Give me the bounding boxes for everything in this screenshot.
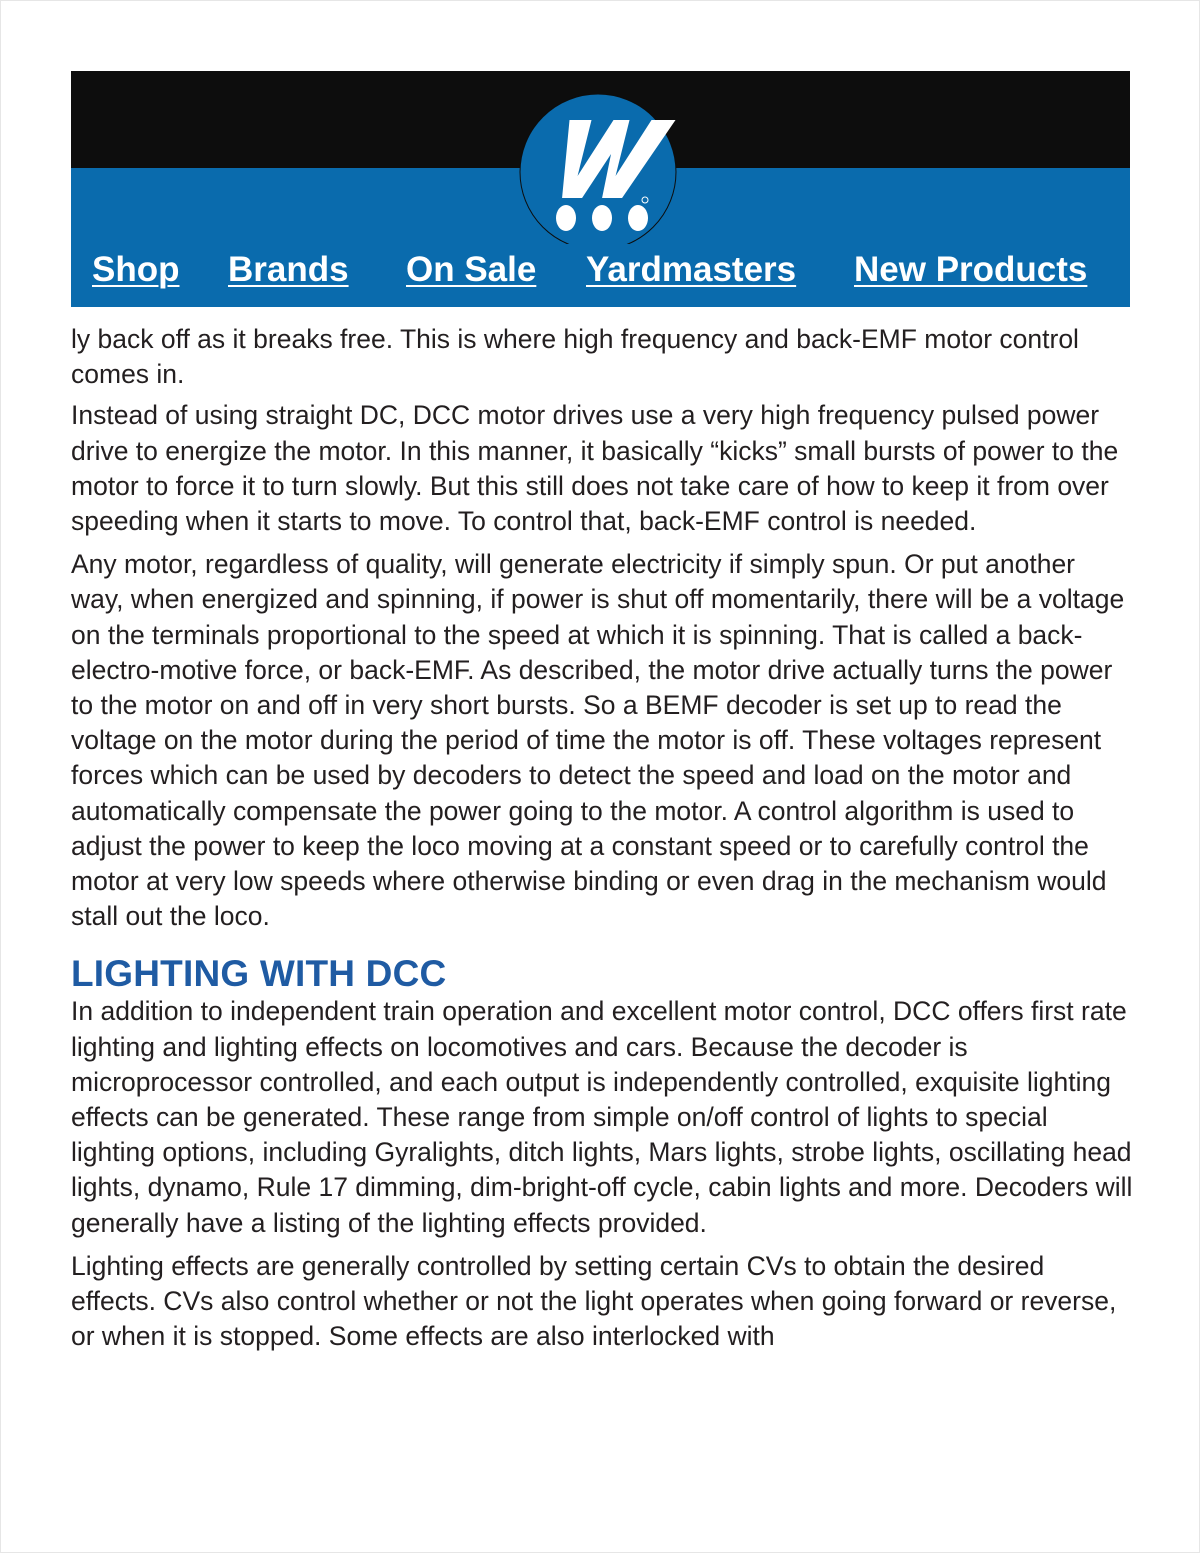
logo-dot-1 xyxy=(556,205,576,231)
logo-icon xyxy=(518,94,678,244)
main-nav xyxy=(71,247,1130,297)
paragraph: Lighting effects are generally controlled by setting certain CVs to obtain the desired effects. CVs also control whether or not the light operates when going forward or reverse, or when it is stopped. Some effects are also interlocked with xyxy=(71,1250,1117,1352)
nav-on-sale-link[interactable]: On Sale xyxy=(406,250,537,289)
paragraph: Instead of using straight DC, DCC motor drives use a very high frequency pulsed power drive to energize the motor. In this manner, it basically “kicks” small bursts of power to the motor to force it to turn slowly. But this still does not take care of how to keep it from over speeding when it starts to move. To control that, back-EMF control is needed. xyxy=(71,400,1119,537)
paragraph: In addition to independent train operation and excellent motor control, DCC offers first rate lighting and lighting effects on locomotives and cars. Because the decoder is microprocessor controlled, and each output is independently controlled, exquisite lighting effects can be generated. These range from simple on/off control of lights to special lighting options, including Gyralights, ditch lights, Mars lights, strobe lights, oscillating head lights, dynamo, Rule 17 dimming, dim-bright-off cycle, cabin lights and more. Decoders will generally have a listing of the lighting effects provided. xyxy=(71,996,1133,1238)
paragraph: ly back off as it breaks free. This is where high frequency and back-EMF motor control comes in. xyxy=(71,324,1079,390)
section-heading: LIGHTING WITH DCC xyxy=(71,953,447,995)
nav-shop-link[interactable]: Shop xyxy=(92,250,180,289)
walthers-logo[interactable] xyxy=(518,94,678,244)
nav-new-products-link[interactable]: New Products xyxy=(854,250,1088,289)
article-body xyxy=(71,322,1133,1362)
logo-dot-2 xyxy=(592,205,612,231)
paragraph: Any motor, regardless of quality, will generate electricity if simply spun. Or put another way, when energized and spinning, if power is shut off momentarily, there will be a voltage on the terminals proportional to the speed at which it is spinning. That is called a back-electro-motive force, or back-EMF. As described, the motor drive actually turns the power to the motor on and off in very short bursts. So a BEMF decoder is set up to read the voltage on the motor during the period of time the motor is off. These voltages represent forces which can be used by decoders to detect the speed and load on the motor and automatically compensate the power going to the motor. A control algorithm is used to adjust the power to keep the loco moving at a constant speed or to carefully control the motor at very low speeds where otherwise binding or even drag in the mechanism would stall out the loco. xyxy=(71,549,1125,932)
nav-yardmasters-link[interactable]: Yardmasters xyxy=(586,250,797,289)
nav-brands-link[interactable]: Brands xyxy=(228,250,349,289)
logo-dot-3 xyxy=(628,205,648,231)
site-header xyxy=(71,71,1130,307)
